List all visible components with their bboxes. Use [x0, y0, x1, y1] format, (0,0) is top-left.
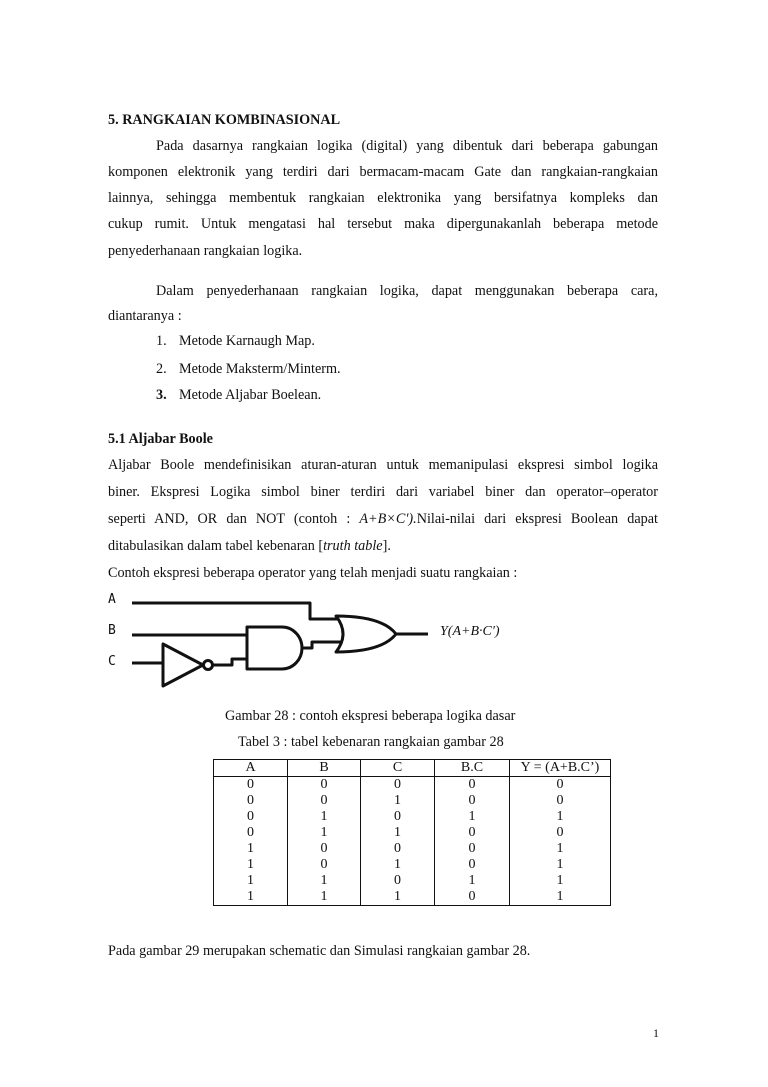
- table-row: [214, 777, 611, 794]
- cell: 0: [435, 825, 510, 841]
- cell: 1: [288, 873, 361, 889]
- or-gate: [336, 616, 396, 652]
- input-label-c: C: [108, 654, 116, 669]
- figure-caption: Gambar 28 : contoh ekspresi beberapa logika dasar: [225, 708, 516, 724]
- cell: 1: [361, 825, 435, 841]
- cell: 1: [361, 889, 435, 906]
- line-4-pre: ditabulasikan dalam tabel kebenaran [: [108, 538, 324, 554]
- subsection-line-4: [108, 537, 391, 555]
- paragraph-2-line-2: diantaranya :: [108, 308, 182, 324]
- subsection-line-3: [108, 510, 658, 528]
- header-b: B: [288, 760, 361, 777]
- cell: 1: [214, 841, 288, 857]
- table-header-row: [214, 760, 611, 777]
- cell: 0: [214, 809, 288, 825]
- cell: 0: [361, 841, 435, 857]
- table-row: [214, 793, 611, 809]
- header-a: A: [214, 760, 288, 777]
- subsection-title: 5.1 Aljabar Boole: [108, 431, 213, 447]
- cell: 1: [435, 809, 510, 825]
- table-row: [214, 825, 611, 841]
- not-gate: [163, 644, 203, 686]
- and-gate: [247, 627, 302, 669]
- cell: 0: [435, 889, 510, 906]
- method-text: Metode Maksterm/Minterm.: [179, 361, 341, 377]
- paragraph-1-line-1: Pada dasarnya rangkaian logika (digital) yang dibentuk dari beberapa gabungan: [156, 138, 658, 154]
- cell: 0: [214, 793, 288, 809]
- method-text: Metode Karnaugh Map.: [179, 333, 315, 349]
- cell: 0: [288, 793, 361, 809]
- cell: 1: [510, 857, 611, 873]
- header-c: C: [361, 760, 435, 777]
- paragraph-1-line-3: lainnya, sehingga membentuk rangkaian elektronika yang bersifatnya kompleks dan: [108, 190, 658, 206]
- table-caption: Tabel 3 : tabel kebenaran rangkaian gambar 28: [238, 734, 504, 750]
- cell: 1: [510, 809, 611, 825]
- method-item-2: [156, 360, 341, 378]
- truth-table: [213, 759, 611, 906]
- cell: 0: [510, 825, 611, 841]
- cell: 0: [214, 825, 288, 841]
- line-4-post: ].: [382, 538, 391, 554]
- method-item-1: [156, 332, 315, 350]
- cell: 1: [288, 889, 361, 906]
- input-label-a: A: [108, 592, 116, 607]
- line-3-pre: seperti AND, OR dan NOT (contoh :: [108, 511, 360, 527]
- paragraph-1-line-2: komponen elektronik yang terdiri dari bermacam-macam Gate dan rangkaian-rangkaian: [108, 164, 658, 180]
- method-text: Metode Aljabar Boelean.: [179, 387, 322, 403]
- logic-circuit-diagram: [120, 590, 450, 695]
- table-row: [214, 873, 611, 889]
- closing-sentence: Pada gambar 29 merupakan schematic dan Simulasi rangkaian gambar 28.: [108, 943, 531, 959]
- table-row: [214, 841, 611, 857]
- cell: 1: [214, 889, 288, 906]
- paragraph-1-line-5: penyederhanaan rangkaian logika.: [108, 243, 303, 259]
- method-item-3: [156, 386, 322, 404]
- subsection-line-1: Aljabar Boole mendefinisikan aturan-aturan untuk memanipulasi ekspresi simbol logika: [108, 457, 658, 473]
- table-row: [214, 889, 611, 906]
- cell: 1: [510, 841, 611, 857]
- cell: 0: [435, 777, 510, 794]
- wire-and-out: [302, 642, 342, 648]
- cell: 0: [288, 841, 361, 857]
- boolean-expression: A+B×C′).: [359, 511, 417, 527]
- cell: 0: [361, 809, 435, 825]
- cell: 0: [435, 857, 510, 873]
- subsection-line-2: biner. Ekspresi Logika simbol biner terdiri dari variabel biner dan operator–operator: [108, 484, 658, 500]
- cell: 0: [510, 777, 611, 794]
- table-row: [214, 809, 611, 825]
- paragraph-2-line-1: Dalam penyederhanaan rangkaian logika, dapat menggunakan beberapa cara,: [156, 283, 658, 299]
- cell: 1: [214, 873, 288, 889]
- cell: 0: [435, 793, 510, 809]
- header-bc: B.C: [435, 760, 510, 777]
- cell: 0: [361, 777, 435, 794]
- cell: 1: [510, 889, 611, 906]
- wire-a: [132, 603, 338, 619]
- table-row: [214, 857, 611, 873]
- cell: 0: [214, 777, 288, 794]
- cell: 1: [510, 873, 611, 889]
- not-bubble: [204, 661, 213, 670]
- line-3-post: Nilai-nilai dari ekspresi Boolean dapat: [416, 511, 658, 527]
- cell: 1: [288, 809, 361, 825]
- cell: 0: [435, 841, 510, 857]
- cell: 1: [214, 857, 288, 873]
- cell: 1: [361, 793, 435, 809]
- method-number: 3.: [156, 387, 167, 403]
- example-intro: Contoh ekspresi beberapa operator yang telah menjadi suatu rangkaian :: [108, 565, 518, 581]
- method-number: 1.: [156, 333, 167, 349]
- header-y: Y = (A+B.C’): [510, 760, 611, 777]
- cell: 1: [435, 873, 510, 889]
- page-number: 1: [653, 1026, 659, 1040]
- input-label-b: B: [108, 623, 116, 638]
- cell: 0: [510, 793, 611, 809]
- section-title: 5. RANGKAIAN KOMBINASIONAL: [108, 112, 341, 128]
- cell: 0: [288, 777, 361, 794]
- paragraph-1-line-4: cukup rumit. Untuk mengatasi hal tersebut maka dipergunakanlah beberapa metode: [108, 216, 658, 232]
- truth-table-term: truth table: [323, 538, 383, 554]
- output-label: Y(A+B·C′): [440, 624, 500, 639]
- cell: 0: [361, 873, 435, 889]
- wire-not-out: [213, 659, 247, 665]
- method-number: 2.: [156, 361, 167, 377]
- cell: 1: [361, 857, 435, 873]
- cell: 1: [288, 825, 361, 841]
- cell: 0: [288, 857, 361, 873]
